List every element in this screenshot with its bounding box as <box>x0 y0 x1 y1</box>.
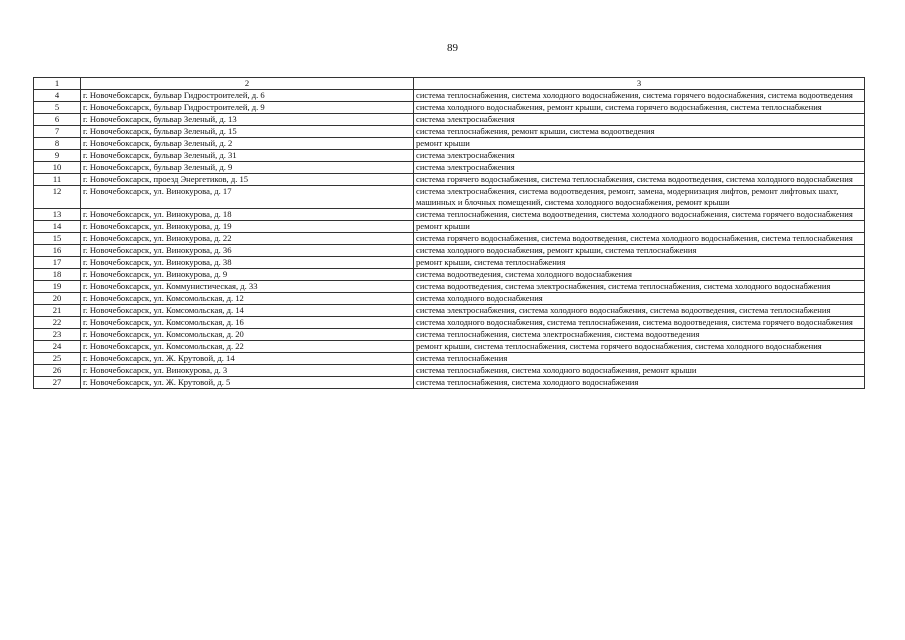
table-row <box>34 162 865 174</box>
table-row <box>34 317 865 329</box>
table-row <box>34 305 865 317</box>
row-number: 10 <box>34 162 81 174</box>
row-address: г. Новочебоксарск, бульвар Зеленый, д. 9 <box>81 162 414 174</box>
row-address: г. Новочебоксарск, ул. Винокурова, д. 3 <box>81 365 414 377</box>
table-header-row <box>34 78 865 90</box>
table-row <box>34 138 865 150</box>
table-row <box>34 126 865 138</box>
row-number: 24 <box>34 341 81 353</box>
table-row <box>34 209 865 221</box>
row-address: г. Новочебоксарск, бульвар Гидростроителей, д. 9 <box>81 102 414 114</box>
table-row <box>34 102 865 114</box>
row-works: система холодного водоснабжения <box>414 293 865 305</box>
table-row <box>34 150 865 162</box>
row-number: 9 <box>34 150 81 162</box>
row-number: 8 <box>34 138 81 150</box>
row-address: г. Новочебоксарск, ул. Коммунистическая, д. 33 <box>81 281 414 293</box>
row-works: ремонт крыши <box>414 138 865 150</box>
table-row <box>34 245 865 257</box>
row-number: 15 <box>34 233 81 245</box>
row-number: 18 <box>34 269 81 281</box>
row-number: 16 <box>34 245 81 257</box>
table-row <box>34 329 865 341</box>
row-works: система электроснабжения <box>414 114 865 126</box>
row-address: г. Новочебоксарск, ул. Винокурова, д. 19 <box>81 221 414 233</box>
row-address: г. Новочебоксарск, бульвар Зеленый, д. 15 <box>81 126 414 138</box>
row-address: г. Новочебоксарск, бульвар Зеленый, д. 2 <box>81 138 414 150</box>
table-row <box>34 174 865 186</box>
row-works: система теплоснабжения <box>414 353 865 365</box>
header-col-2: 2 <box>81 78 414 90</box>
row-works: ремонт крыши, система теплоснабжения <box>414 257 865 269</box>
row-address: г. Новочебоксарск, бульвар Зеленый, д. 31 <box>81 150 414 162</box>
row-address: г. Новочебоксарск, ул. Винокурова, д. 38 <box>81 257 414 269</box>
row-address: г. Новочебоксарск, бульвар Зеленый, д. 13 <box>81 114 414 126</box>
row-address: г. Новочебоксарск, ул. Винокурова, д. 18 <box>81 209 414 221</box>
row-works: система электроснабжения <box>414 162 865 174</box>
table-row <box>34 341 865 353</box>
row-address: г. Новочебоксарск, ул. Винокурова, д. 17 <box>81 186 414 209</box>
table-row <box>34 221 865 233</box>
row-number: 11 <box>34 174 81 186</box>
row-number: 14 <box>34 221 81 233</box>
table-row <box>34 353 865 365</box>
row-number: 5 <box>34 102 81 114</box>
table-row <box>34 365 865 377</box>
table-row <box>34 186 865 209</box>
row-works: система теплоснабжения, система холодного водоснабжения, система горячего водоснабжения, система водоотведения <box>414 90 865 102</box>
row-number: 13 <box>34 209 81 221</box>
row-address: г. Новочебоксарск, ул. Винокурова, д. 9 <box>81 269 414 281</box>
row-address: г. Новочебоксарск, проезд Энергетиков, д. 15 <box>81 174 414 186</box>
row-number: 25 <box>34 353 81 365</box>
row-works: система электроснабжения <box>414 150 865 162</box>
row-works: система теплоснабжения, система холодного водоснабжения, ремонт крыши <box>414 365 865 377</box>
row-number: 22 <box>34 317 81 329</box>
row-works: система теплоснабжения, ремонт крыши, система водоотведения <box>414 126 865 138</box>
row-works: ремонт крыши, система теплоснабжения, система горячего водоснабжения, система холодного водоснабжения <box>414 341 865 353</box>
row-address: г. Новочебоксарск, ул. Ж. Крутовой, д. 14 <box>81 353 414 365</box>
row-works: система электроснабжения, система холодного водоснабжения, система водоотведения, система теплоснабжения <box>414 305 865 317</box>
row-works: система холодного водоснабжения, ремонт крыши, система горячего водоснабжения, система теплоснабжения <box>414 102 865 114</box>
row-number: 6 <box>34 114 81 126</box>
row-address: г. Новочебоксарск, ул. Комсомольская, д. 22 <box>81 341 414 353</box>
row-works: система холодного водоснабжения, ремонт крыши, система теплоснабжения <box>414 245 865 257</box>
row-address: г. Новочебоксарск, ул. Винокурова, д. 36 <box>81 245 414 257</box>
table-row <box>34 293 865 305</box>
table-row <box>34 114 865 126</box>
row-number: 4 <box>34 90 81 102</box>
row-number: 27 <box>34 377 81 389</box>
row-number: 20 <box>34 293 81 305</box>
table-row <box>34 281 865 293</box>
row-number: 7 <box>34 126 81 138</box>
table-body <box>34 78 865 389</box>
table-row <box>34 90 865 102</box>
row-number: 23 <box>34 329 81 341</box>
page-number: 89 <box>447 42 458 54</box>
row-number: 21 <box>34 305 81 317</box>
row-works: система водоотведения, система электроснабжения, система теплоснабжения, система холодного водоснабжения <box>414 281 865 293</box>
row-works: система теплоснабжения, система водоотведения, система холодного водоснабжения, система горячего водоснабжения <box>414 209 865 221</box>
row-works: система горячего водоснабжения, система водоотведения, система холодного водоснабжения, система теплоснабжения <box>414 233 865 245</box>
row-address: г. Новочебоксарск, бульвар Гидростроителей, д. 6 <box>81 90 414 102</box>
row-works: система электроснабжения, система водоотведения, ремонт, замена, модернизация лифтов, ремонт лифтовых шахт, машинных и блочных помещений, система холодного водоснабжения, ремонт крыши <box>414 186 865 209</box>
row-number: 17 <box>34 257 81 269</box>
row-address: г. Новочебоксарск, ул. Комсомольская, д. 20 <box>81 329 414 341</box>
row-works: система теплоснабжения, система холодного водоснабжения <box>414 377 865 389</box>
row-works: система холодного водоснабжения, система теплоснабжения, система водоотведения, система горячего водоснабжения <box>414 317 865 329</box>
row-address: г. Новочебоксарск, ул. Комсомольская, д. 14 <box>81 305 414 317</box>
row-works: ремонт крыши <box>414 221 865 233</box>
row-works: система водоотведения, система холодного водоснабжения <box>414 269 865 281</box>
row-number: 26 <box>34 365 81 377</box>
row-address: г. Новочебоксарск, ул. Винокурова, д. 22 <box>81 233 414 245</box>
row-address: г. Новочебоксарск, ул. Комсомольская, д. 12 <box>81 293 414 305</box>
row-number: 19 <box>34 281 81 293</box>
table-row <box>34 257 865 269</box>
row-works: система теплоснабжения, система электроснабжения, система водоотведения <box>414 329 865 341</box>
header-col-3: 3 <box>414 78 865 90</box>
header-col-1: 1 <box>34 78 81 90</box>
table-row <box>34 377 865 389</box>
row-address: г. Новочебоксарск, ул. Комсомольская, д. 16 <box>81 317 414 329</box>
row-number: 12 <box>34 186 81 209</box>
table-row <box>34 269 865 281</box>
table-row <box>34 233 865 245</box>
row-address: г. Новочебоксарск, ул. Ж. Крутовой, д. 5 <box>81 377 414 389</box>
row-works: система горячего водоснабжения, система теплоснабжения, система водоотведения, система холодного водоснабжения <box>414 174 865 186</box>
works-table <box>33 77 865 389</box>
